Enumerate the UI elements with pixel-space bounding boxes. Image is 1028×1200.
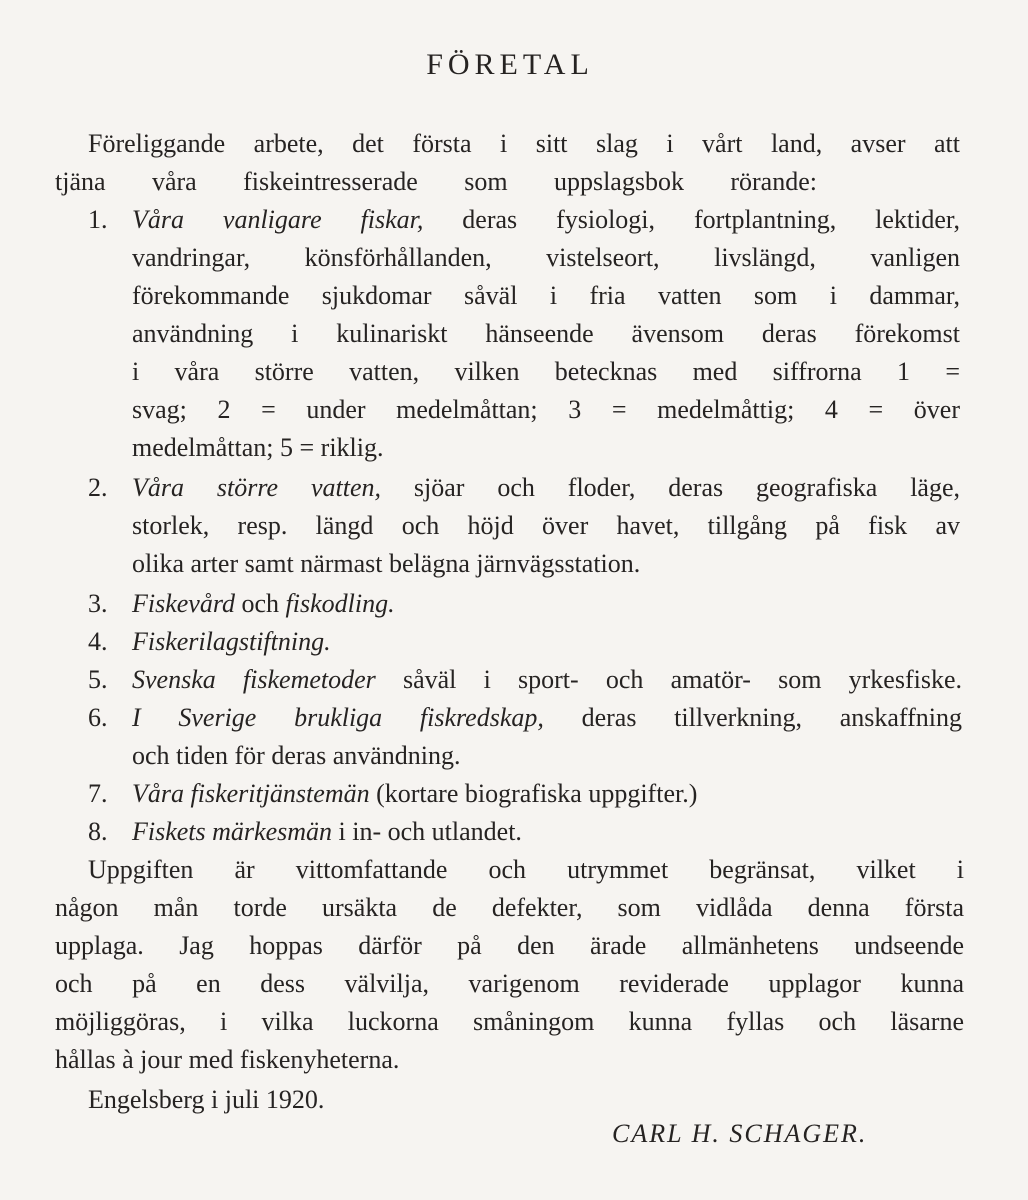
item-8-rest: i in- och utlandet. bbox=[332, 817, 522, 846]
item-4-title: Fiskerilagstiftning. bbox=[132, 627, 331, 656]
item-3-mid: och bbox=[235, 589, 286, 618]
item-5-number: 5. bbox=[88, 665, 108, 694]
closing-line-4: och på en dess välvilja, varigenom reviderade upplagor kunna bbox=[55, 969, 964, 998]
closing-line-3: upplaga. Jag hoppas därför på den ärade allmänhetens undseende bbox=[55, 931, 964, 960]
item-1-line-7: medelmåttan; 5 = riklig. bbox=[132, 433, 384, 462]
item-3-title2: fiskodling. bbox=[285, 589, 395, 618]
item-7-title: Våra fiskeritjänstemän bbox=[132, 779, 370, 808]
item-8-title: Fiskets märkesmän bbox=[132, 817, 333, 846]
item-6-number: 6. bbox=[88, 703, 108, 732]
closing-line-6: hållas à jour med fiskenyheterna. bbox=[55, 1045, 400, 1074]
item-1-line-5: i våra större vatten, vilken betecknas med siffrorna 1 = bbox=[132, 357, 960, 386]
item-6-line-1 bbox=[132, 702, 962, 734]
item-1-line-6: svag; 2 = under medelmåttan; 3 = medelmåttig; 4 = över bbox=[132, 395, 960, 424]
item-5-title: Svenska fiskemetoder bbox=[132, 665, 376, 694]
item-1-line-4: användning i kulinariskt hänseende ävensom deras förekomst bbox=[132, 319, 960, 348]
item-5-line-1 bbox=[132, 664, 962, 696]
signature: CARL H. SCHAGER. bbox=[612, 1119, 868, 1148]
closing-line-1: Uppgiften är vittomfattande och utrymmet begränsat, vilket i bbox=[88, 855, 964, 884]
item-7-number: 7. bbox=[88, 779, 108, 808]
item-2-rest: sjöar och floder, deras geografiska läge, bbox=[381, 473, 960, 502]
item-4-line-1 bbox=[132, 626, 331, 658]
item-1-line-3: förekommande sjukdomar såväl i fria vatten som i dammar, bbox=[132, 281, 960, 310]
item-4-number: 4. bbox=[88, 627, 108, 656]
item-2-title: Våra större vatten, bbox=[132, 473, 381, 502]
item-1-line-1 bbox=[132, 204, 960, 236]
item-6-rest: deras tillverkning, anskaffning bbox=[543, 703, 962, 732]
item-7-line-1 bbox=[132, 778, 697, 810]
item-8-number: 8. bbox=[88, 817, 108, 846]
item-5-rest: såväl i sport- och amatör- som yrkesfiske. bbox=[375, 665, 962, 694]
item-6-title: I Sverige brukliga fiskredskap, bbox=[132, 703, 544, 732]
item-2-number: 2. bbox=[88, 473, 108, 502]
item-1-rest: deras fysiologi, fortplantning, lektider, bbox=[423, 205, 960, 234]
closing-line-5: möjliggöras, i vilka luckorna småningom kunna fyllas och läsarne bbox=[55, 1007, 964, 1036]
item-3-line-1 bbox=[132, 588, 395, 620]
item-6-line-2: och tiden för deras användning. bbox=[132, 741, 461, 770]
intro-line-1: Föreliggande arbete, det första i sitt slag i vårt land, avser att bbox=[88, 129, 960, 158]
item-8-line-1 bbox=[132, 816, 522, 848]
intro-line-2: tjäna våra fiskeintresserade som uppslagsbok rörande: bbox=[55, 167, 817, 196]
page-title: FÖRETAL bbox=[426, 48, 594, 81]
item-1-number: 1. bbox=[88, 205, 108, 234]
item-2-line-3: olika arter samt närmast belägna järnvägsstation. bbox=[132, 549, 641, 578]
place-date: Engelsberg i juli 1920. bbox=[88, 1085, 325, 1114]
closing-line-2: någon mån torde ursäkta de defekter, som vidlåda denna första bbox=[55, 893, 964, 922]
item-3-number: 3. bbox=[88, 589, 108, 618]
item-1-title: Våra vanligare fiskar, bbox=[132, 205, 424, 234]
item-1-line-2: vandringar, könsförhållanden, vistelseort, livslängd, vanligen bbox=[132, 243, 960, 272]
item-3-title: Fiskevård bbox=[132, 589, 235, 618]
item-2-line-1 bbox=[132, 472, 960, 504]
item-2-line-2: storlek, resp. längd och höjd över havet, tillgång på fisk av bbox=[132, 511, 960, 540]
item-7-rest: (kortare biografiska uppgifter.) bbox=[369, 779, 698, 808]
